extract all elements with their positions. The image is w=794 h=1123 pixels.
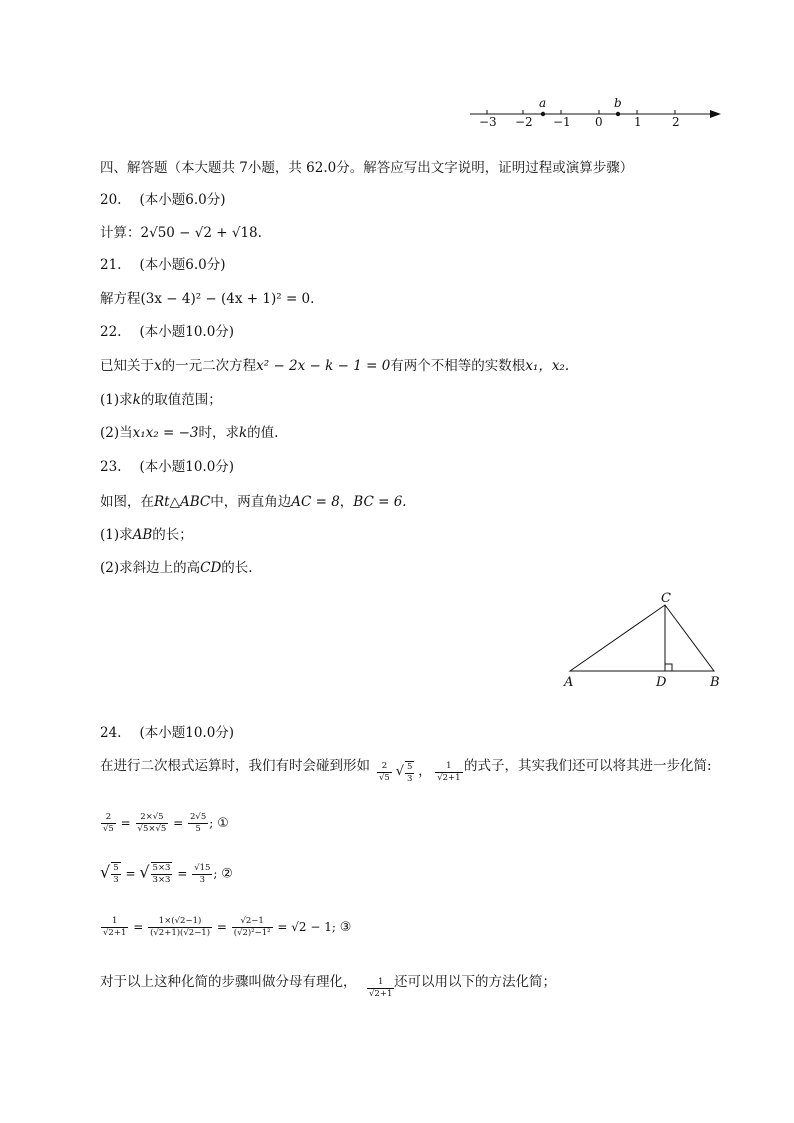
q24-points: (本小题10.0分) [139, 725, 235, 741]
q22-roots: x₁，x₂. [525, 358, 570, 374]
q23-part1-text: 的长； [152, 527, 193, 543]
q22-part1-var: k [132, 392, 141, 408]
q22-part2-text: (2)当 [100, 425, 133, 441]
q23-bc: BC = 6. [353, 494, 407, 510]
vertex-c-label: C [661, 591, 671, 606]
q23-part2-var: CD [200, 560, 222, 576]
q20-body [100, 221, 262, 241]
vertex-b-label: B [710, 675, 720, 690]
q23-part1-var: AB [132, 527, 153, 543]
q22-stem-text: 有两个不相等的实数根 [390, 358, 526, 374]
q20-expression: 2√50 − √2 + √18. [140, 225, 262, 241]
q24-final-tail [394, 970, 556, 990]
q20-prefix: 计算： [100, 225, 141, 241]
q21-prefix: 解方程 [100, 291, 141, 307]
vertex-a-label: A [564, 675, 574, 690]
section-header: 四、解答题（本大题共 7小题，共 62.0分。解答应写出文字说明，证明过程或演算步骤） [100, 160, 634, 176]
tick-label: −1 [553, 115, 571, 129]
q22-stem-text: 已知关于 [100, 358, 154, 374]
q22-var-x: x [154, 358, 162, 374]
point-a-dot [541, 112, 545, 116]
q23-triangle: Rt△ABC [154, 494, 211, 510]
q24-stem-tail [464, 754, 712, 774]
tick-label: 1 [634, 115, 642, 129]
q22-equation: x² − 2x − k − 1 = 0 [256, 358, 391, 374]
q23-stem-text: 如图，在 [100, 494, 154, 510]
q22-stem-text: 的一元二次方程 [161, 358, 257, 374]
q22-number: 22. [100, 324, 122, 340]
q23-part2-text: 的长. [221, 560, 253, 576]
q23-part2-text: (2)求斜边上的高 [100, 560, 201, 576]
q22-part1-text: (1)求 [100, 392, 133, 408]
q24-final-text: 还可以用以下的方法化简； [394, 974, 556, 990]
q24-stem [100, 754, 370, 774]
q21-points: (本小题6.0分) [139, 257, 226, 273]
q24-header [100, 721, 234, 741]
q22-part2-text: 时，求 [198, 425, 239, 441]
eq3-label: ③ [339, 920, 352, 935]
q24-equation-3: $\frac{1}{√2+1}$ = $\frac{1\times(√2-1)}{(√2+1)(√2-1)}$ = $\frac{√2-1}{\text{(√2)²−1²}}$ = √2 − 1; ③ [103, 916, 352, 938]
q23-part1 [100, 523, 193, 543]
q24-number: 24. [100, 725, 122, 741]
q23-header [100, 455, 234, 475]
tick-label: −3 [479, 115, 497, 129]
q24-final [100, 970, 357, 990]
q22-stem [100, 354, 569, 374]
q22-points: (本小题10.0分) [139, 324, 235, 340]
q20-header [100, 188, 226, 208]
q21-number: 21. [100, 257, 122, 273]
q23-number: 23. [100, 459, 122, 475]
triangle-figure [560, 595, 730, 690]
q22-part2-text: 的值. [247, 425, 279, 441]
tick-label: 0 [595, 115, 603, 129]
point-b-label: b [614, 96, 622, 110]
q24-equation-2: √ $\frac{5}{3}$ = √ $\frac{5\times 3}{3\times 3}$ = $\frac{√15}{3}$ ; ② [100, 862, 233, 885]
point-a-label: a [539, 96, 547, 110]
eq1-label: ① [217, 816, 229, 831]
q24-equation-1: $\frac{2}{√5}$ = $\frac{2\times√5}{√5\times√5}$ = $\frac{2√5}{5}$ ; ① [103, 812, 229, 834]
q23-points: (本小题10.0分) [139, 459, 235, 475]
point-b-dot [616, 112, 620, 116]
q23-ac: AC = 8 [291, 494, 340, 510]
q21-body [100, 287, 314, 307]
q24-final-text: 对于以上这种化简的步骤叫做分母有理化， [100, 974, 357, 990]
q20-number: 20. [100, 192, 122, 208]
q23-part2 [100, 556, 253, 576]
q24-final-fraction: $\frac{1}{√2+1}$ [369, 977, 393, 999]
q24-stem-text: 的式子，其实我们还可以将其进一步化简: [464, 758, 712, 774]
q24-stem-text: 在进行二次根式运算时，我们有时会碰到形如 [100, 758, 370, 774]
q23-part1-text: (1)求 [100, 527, 133, 543]
q22-part1 [100, 388, 222, 408]
tick-label: −2 [515, 115, 533, 129]
vertex-d-label: D [656, 675, 667, 690]
q22-part2 [100, 421, 278, 441]
q22-part2-var: k [238, 425, 248, 441]
q24-example-forms: $\frac{2}{√5}$ √ $\frac{5}{3}$ ， $\frac{1}{√2+1}$ [379, 761, 461, 784]
tick-label: 2 [672, 115, 680, 129]
q23-stem-text: 中，两直角边 [210, 494, 292, 510]
q22-header [100, 320, 234, 340]
q21-expression: (3x − 4)² − (4x + 1)² = 0. [140, 291, 315, 307]
q22-part2-condition: x₁x₂ = −3 [132, 425, 199, 441]
q23-separator: ， [339, 494, 354, 510]
q22-part1-text: 的取值范围； [140, 392, 222, 408]
q21-header [100, 253, 226, 273]
eq2-label: ② [221, 866, 233, 882]
q20-points: (本小题6.0分) [139, 192, 226, 208]
q23-stem [100, 490, 407, 510]
